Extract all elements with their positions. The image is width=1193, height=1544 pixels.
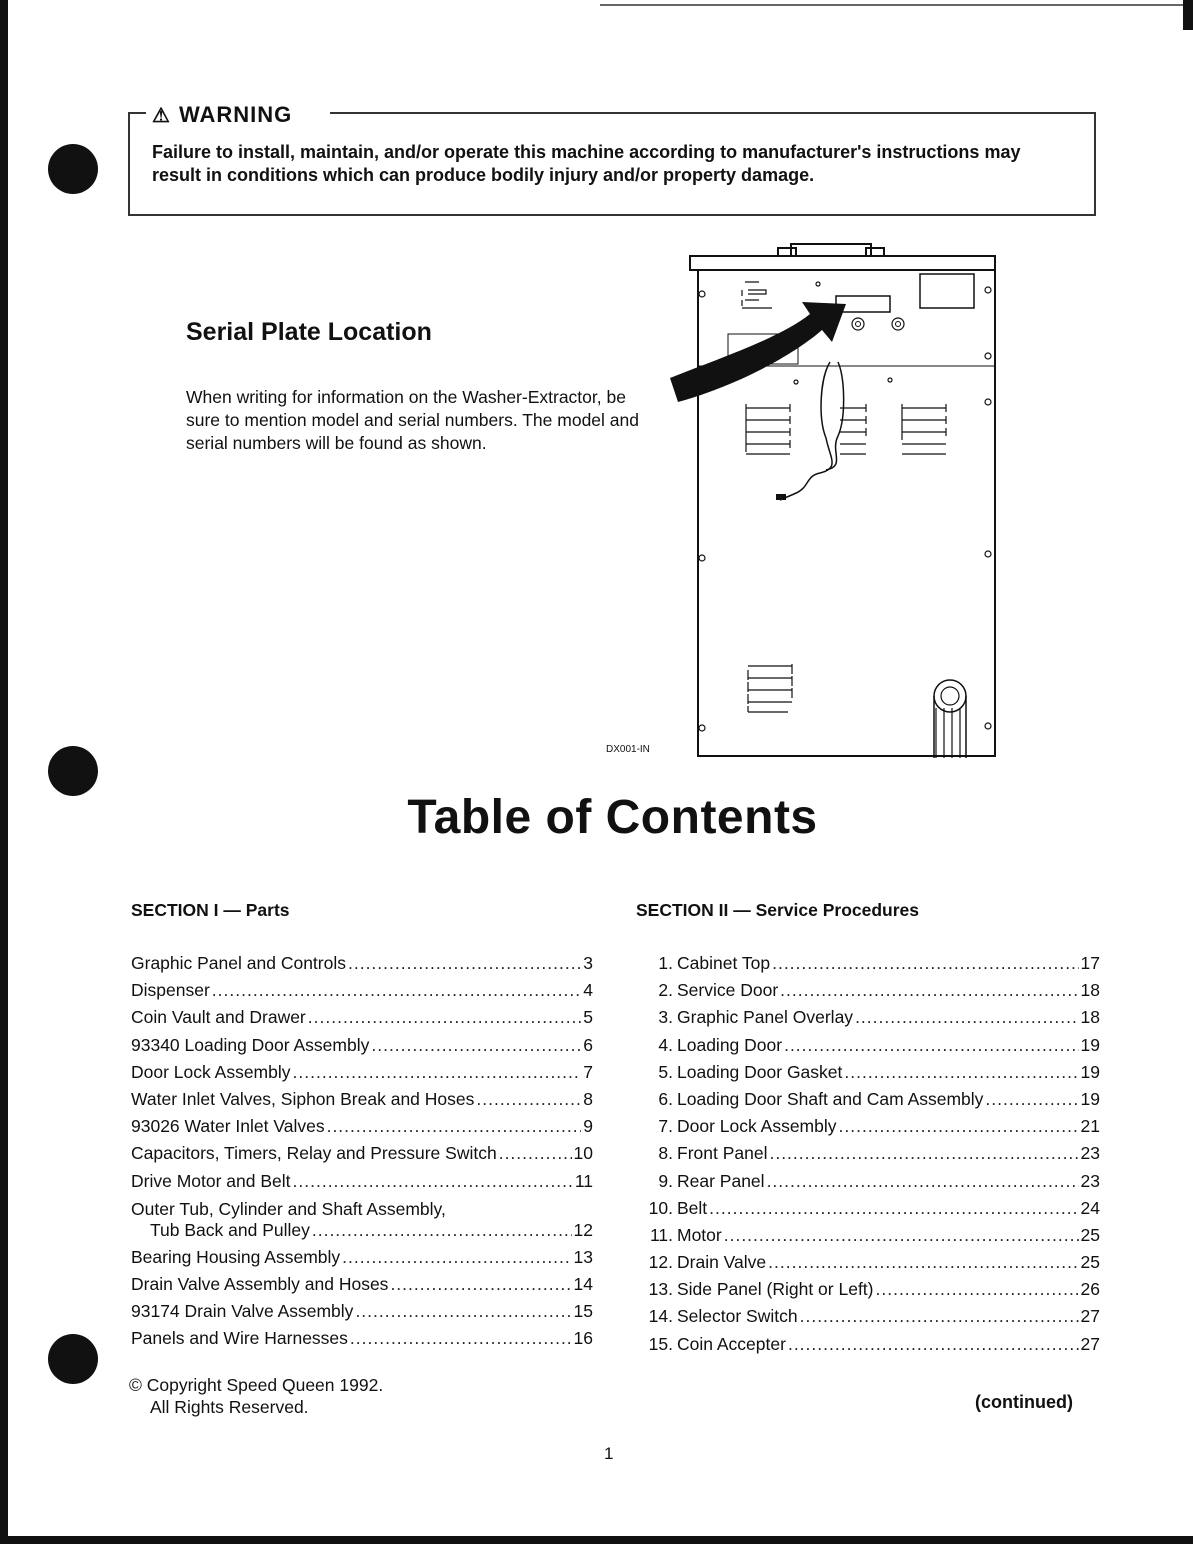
page-number: 1 bbox=[604, 1444, 614, 1463]
copyright bbox=[129, 1374, 383, 1418]
toc-entry-title: Graphic Panel and Controls bbox=[131, 953, 346, 973]
toc-entry[interactable] bbox=[636, 1225, 1100, 1252]
copyright-line2: All Rights Reserved. bbox=[150, 1397, 309, 1417]
toc-entry-title: Bearing Housing Assembly bbox=[131, 1246, 341, 1267]
toc-entry-title: Door Lock Assembly bbox=[131, 1061, 291, 1082]
leader-dots bbox=[371, 1035, 581, 1056]
leader-dots bbox=[390, 1274, 571, 1295]
continued-note: (continued) bbox=[975, 1392, 1073, 1412]
warning-text: Failure to install, maintain, and/or operate this machine according to manufacturer's instructions may result in conditions which can produce bodily injury and/or property damage. bbox=[152, 142, 1021, 185]
leader-dots bbox=[784, 1035, 1078, 1056]
toc-entry-page: 6 bbox=[583, 1034, 593, 1055]
toc-entry-title: Panels and Wire Harnesses bbox=[131, 1328, 348, 1349]
toc-entry[interactable] bbox=[131, 1035, 593, 1062]
toc-entry-page: 27 bbox=[1080, 1333, 1100, 1354]
toc-entry-page: 16 bbox=[573, 1328, 593, 1349]
toc-entry[interactable] bbox=[636, 1143, 1100, 1170]
toc-entry[interactable] bbox=[131, 1301, 593, 1328]
leader-dots bbox=[350, 1328, 572, 1349]
toc-entry-title: Cabinet Top bbox=[677, 953, 771, 973]
toc-entry[interactable] bbox=[131, 1247, 593, 1274]
toc-entry[interactable] bbox=[131, 1143, 593, 1170]
toc-entry-number: 6. bbox=[658, 1088, 673, 1109]
toc-entry-title: Belt bbox=[677, 1197, 708, 1218]
toc-entry-title: Drive Motor and Belt bbox=[131, 1170, 291, 1191]
toc-entry[interactable] bbox=[636, 1007, 1100, 1034]
toc-entry-title: Motor bbox=[677, 1224, 722, 1245]
toc-entry-page: 19 bbox=[1080, 1088, 1100, 1109]
leader-dots bbox=[844, 1062, 1078, 1083]
toc-entry[interactable] bbox=[636, 953, 1100, 980]
toc-entry-number: 2. bbox=[658, 980, 673, 1001]
toc-entry-title: Side Panel (Right or Left) bbox=[677, 1279, 874, 1300]
toc-entry-title-cont: Tub Back and Pulley bbox=[150, 1219, 310, 1240]
toc-entry-title: Loading Door Gasket bbox=[677, 1061, 843, 1082]
toc-entry[interactable] bbox=[636, 1306, 1100, 1333]
leader-dots bbox=[772, 953, 1078, 974]
page-border-top bbox=[600, 4, 1190, 6]
section2-heading: SECTION II — Service Procedures bbox=[636, 900, 920, 920]
toc-entry-continuation bbox=[131, 1220, 593, 1247]
toc-entry-number: 7. bbox=[658, 1116, 673, 1137]
toc-entry-page: 11 bbox=[574, 1170, 593, 1191]
leader-dots bbox=[327, 1116, 582, 1137]
leader-dots bbox=[212, 980, 581, 1001]
toc-entry-page: 3 bbox=[583, 953, 593, 973]
toc-entry[interactable] bbox=[131, 1062, 593, 1089]
toc-entry[interactable] bbox=[131, 1116, 593, 1143]
section1-heading: SECTION I — Parts bbox=[131, 900, 290, 920]
toc-entry-number: 12. bbox=[648, 1252, 673, 1273]
serial-plate-body: When writing for information on the Washer-Extractor, be sure to mention model and serial numbers. The model and serial numbers will be found as shown. bbox=[186, 387, 639, 453]
leader-dots bbox=[839, 1116, 1079, 1137]
binder-hole bbox=[48, 746, 98, 796]
leader-dots bbox=[800, 1306, 1079, 1327]
toc-entry-title: Coin Accepter bbox=[677, 1333, 786, 1354]
toc-entry-title: Drain Valve Assembly and Hoses bbox=[131, 1273, 389, 1294]
leader-dots bbox=[724, 1225, 1079, 1246]
toc-entry[interactable] bbox=[636, 1252, 1100, 1279]
leader-dots bbox=[788, 1334, 1079, 1355]
toc-entry-number: 4. bbox=[658, 1034, 673, 1055]
page-border-right bbox=[1183, 0, 1193, 30]
leader-dots bbox=[476, 1089, 581, 1110]
toc-entry-title: Graphic Panel Overlay bbox=[677, 1007, 854, 1028]
section2-list bbox=[636, 953, 1100, 1361]
toc-entry-number: 15. bbox=[648, 1333, 673, 1354]
leader-dots bbox=[342, 1247, 571, 1268]
toc-entry[interactable] bbox=[636, 1279, 1100, 1306]
toc-entry[interactable] bbox=[131, 1198, 593, 1247]
toc-entry-number: 1. bbox=[658, 953, 673, 973]
toc-entry-page: 8 bbox=[583, 1088, 593, 1109]
warning-box-border bbox=[330, 112, 1094, 114]
serial-plate-heading: Serial Plate Location bbox=[186, 318, 432, 346]
toc-entry-title: Drain Valve bbox=[677, 1252, 767, 1273]
leader-dots bbox=[767, 1171, 1079, 1192]
toc-entry-page: 4 bbox=[583, 980, 593, 1001]
toc-entry-title: Capacitors, Timers, Relay and Pressure Switch bbox=[131, 1143, 497, 1164]
warning-triangle-icon: ⚠ bbox=[152, 105, 171, 127]
page-border-bottom bbox=[0, 1536, 1193, 1544]
toc-entry[interactable] bbox=[636, 1116, 1100, 1143]
toc-entry-page: 12 bbox=[573, 1219, 593, 1240]
toc-entry-page: 5 bbox=[583, 1007, 593, 1028]
toc-entry-page: 19 bbox=[1080, 1034, 1100, 1055]
toc-entry-title: Loading Door bbox=[677, 1034, 783, 1055]
toc-entry[interactable] bbox=[636, 1171, 1100, 1198]
page-border-left bbox=[0, 0, 8, 1544]
leader-dots bbox=[780, 980, 1078, 1001]
copyright-line1: © Copyright Speed Queen 1992. bbox=[129, 1375, 384, 1395]
warning-title-text: WARNING bbox=[178, 102, 293, 127]
toc-entry[interactable] bbox=[131, 1007, 593, 1034]
section1-list bbox=[131, 953, 593, 1355]
toc-entry-title: Selector Switch bbox=[677, 1306, 798, 1327]
toc-entry-title: Door Lock Assembly bbox=[677, 1116, 837, 1137]
toc-entry[interactable] bbox=[131, 953, 593, 980]
toc-entry-title: Loading Door Shaft and Cam Assembly bbox=[677, 1088, 984, 1109]
toc-entry-title: Outer Tub, Cylinder and Shaft Assembly, bbox=[131, 1198, 446, 1219]
leader-dots bbox=[348, 953, 581, 974]
toc-entry-title: 93174 Drain Valve Assembly bbox=[131, 1301, 354, 1322]
toc-entry-number: 3. bbox=[658, 1007, 673, 1028]
toc-entry[interactable] bbox=[636, 980, 1100, 1007]
toc-entry-title: Service Door bbox=[677, 980, 779, 1001]
toc-entry-title: 93026 Water Inlet Valves bbox=[131, 1116, 325, 1137]
toc-entry-number: 5. bbox=[658, 1061, 673, 1082]
toc-entry-page: 23 bbox=[1080, 1170, 1100, 1191]
toc-entry-page: 9 bbox=[583, 1116, 593, 1137]
toc-entry-page: 7 bbox=[583, 1061, 593, 1082]
toc-entry-page: 14 bbox=[573, 1273, 593, 1294]
leader-dots bbox=[709, 1198, 1078, 1219]
toc-entry-title: Dispenser bbox=[131, 980, 210, 1001]
toc-entry[interactable] bbox=[131, 1274, 593, 1301]
toc-entry[interactable] bbox=[636, 1089, 1100, 1116]
toc-entry-number: 14. bbox=[648, 1306, 673, 1327]
warning-box-border bbox=[128, 112, 146, 114]
toc-entry[interactable] bbox=[636, 1334, 1100, 1361]
toc-entry-title: 93340 Loading Door Assembly bbox=[131, 1034, 370, 1055]
figure-label: DX001-IN bbox=[606, 744, 650, 755]
leader-dots bbox=[499, 1143, 572, 1164]
toc-entry-page: 17 bbox=[1080, 953, 1100, 973]
leader-dots bbox=[855, 1007, 1078, 1028]
washer-rear-diagram bbox=[670, 238, 1000, 762]
toc-entry-page: 25 bbox=[1080, 1224, 1100, 1245]
toc-entry-title: Rear Panel bbox=[677, 1170, 765, 1191]
toc-entry[interactable] bbox=[636, 1198, 1100, 1225]
toc-entry-page: 18 bbox=[1080, 980, 1100, 1001]
toc-entry[interactable] bbox=[636, 1035, 1100, 1062]
toc-entry-page: 19 bbox=[1080, 1061, 1100, 1082]
warning-title bbox=[152, 102, 292, 128]
toc-entry-page: 10 bbox=[573, 1143, 593, 1164]
toc-entry-number: 11. bbox=[649, 1224, 673, 1245]
toc-entry-title: Coin Vault and Drawer bbox=[131, 1007, 306, 1028]
toc-entry-page: 15 bbox=[573, 1301, 593, 1322]
toc-entry-page: 21 bbox=[1080, 1116, 1100, 1137]
leader-dots bbox=[355, 1301, 571, 1322]
toc-entry-number: 9. bbox=[658, 1170, 673, 1191]
toc-entry-number: 10. bbox=[648, 1197, 673, 1218]
toc-entry-page: 26 bbox=[1080, 1279, 1100, 1300]
toc-entry-page: 25 bbox=[1080, 1252, 1100, 1273]
toc-entry-page: 23 bbox=[1080, 1143, 1100, 1164]
toc-entry-number: 13. bbox=[648, 1279, 673, 1300]
leader-dots bbox=[293, 1171, 573, 1192]
toc-entry-page: 24 bbox=[1080, 1197, 1100, 1218]
toc-entry-page: 18 bbox=[1080, 1007, 1100, 1028]
leader-dots bbox=[768, 1252, 1078, 1273]
leader-dots bbox=[312, 1220, 572, 1241]
toc-entry-page: 27 bbox=[1080, 1306, 1100, 1327]
binder-hole bbox=[48, 144, 98, 194]
toc-entry[interactable] bbox=[636, 1062, 1100, 1089]
toc-entry-page: 13 bbox=[573, 1246, 593, 1267]
leader-dots bbox=[985, 1089, 1078, 1110]
leader-dots bbox=[308, 1007, 582, 1028]
toc-entry[interactable] bbox=[131, 1328, 593, 1355]
leader-dots bbox=[769, 1143, 1078, 1164]
toc-entry[interactable] bbox=[131, 980, 593, 1007]
toc-entry-number: 8. bbox=[658, 1143, 673, 1164]
toc-entry-title: Front Panel bbox=[677, 1143, 768, 1164]
toc-entry[interactable] bbox=[131, 1089, 593, 1116]
binder-hole bbox=[48, 1334, 98, 1384]
toc-title: Table of Contents bbox=[407, 791, 818, 844]
leader-dots bbox=[293, 1062, 582, 1083]
toc-entry[interactable] bbox=[131, 1171, 593, 1198]
toc-entry-title: Water Inlet Valves, Siphon Break and Hoses bbox=[131, 1088, 475, 1109]
leader-dots bbox=[876, 1279, 1079, 1300]
